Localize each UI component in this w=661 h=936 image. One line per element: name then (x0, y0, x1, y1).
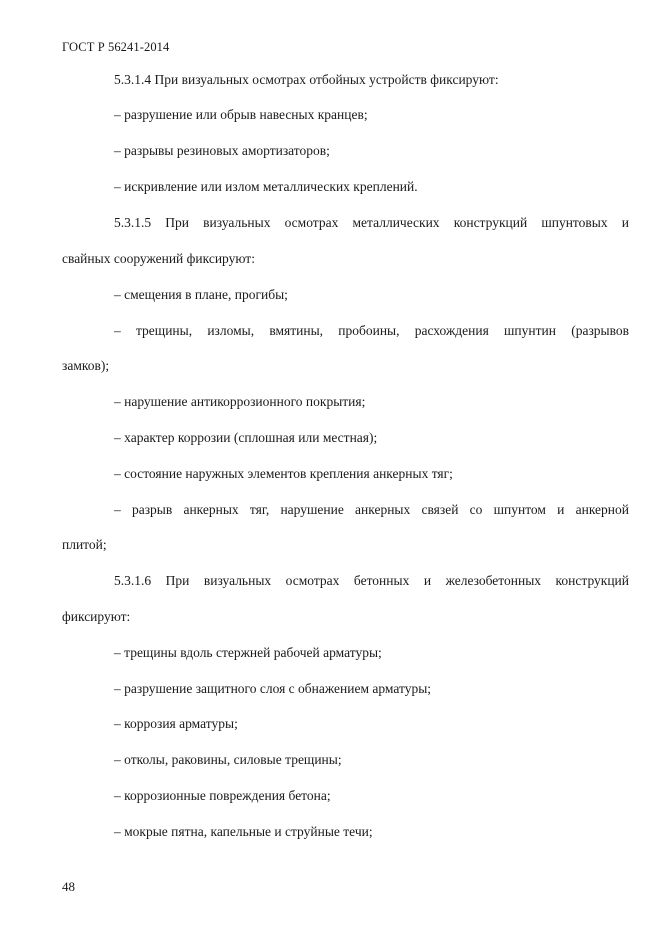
document-header: ГОСТ Р 56241-2014 (62, 40, 170, 54)
list-item: – трещины, изломы, вмятины, пробоины, расхождения шпунтин (разрывов (114, 323, 629, 338)
list-item: – смещения в плане, прогибы; (114, 287, 288, 302)
paragraph-continuation: замков); (62, 358, 110, 373)
list-item: – разрушение защитного слоя с обнажением арматуры; (114, 681, 432, 696)
page-number: 48 (62, 879, 75, 894)
list-item: – нарушение антикоррозионного покрытия; (114, 394, 366, 409)
paragraph-continuation: свайных сооружений фиксируют: (62, 251, 255, 266)
list-item: – мокрые пятна, капельные и струйные течи; (114, 824, 373, 839)
list-item: – разрыв анкерных тяг, нарушение анкерных связей со шпунтом и анкерной (114, 502, 629, 517)
list-item: – искривление или излом металлических креплений. (114, 179, 418, 194)
list-item: – разрывы резиновых амортизаторов; (114, 143, 330, 158)
section-5-3-1-6-heading: 5.3.1.6 При визуальных осмотрах бетонных и железобетонных конструкций (114, 573, 629, 588)
list-item: – разрушение или обрыв навесных кранцев; (114, 107, 368, 122)
list-item: – характер коррозии (сплошная или местная); (114, 430, 378, 445)
list-item: – состояние наружных элементов крепления анкерных тяг; (114, 466, 453, 481)
paragraph-continuation: плитой; (62, 537, 107, 552)
paragraph-continuation: фиксируют: (62, 609, 131, 624)
list-item: – отколы, раковины, силовые трещины; (114, 752, 342, 767)
list-item: – трещины вдоль стержней рабочей арматуры; (114, 645, 382, 660)
section-5-3-1-4-heading: 5.3.1.4 При визуальных осмотрах отбойных устройств фиксируют: (114, 72, 499, 87)
list-item: – коррозия арматуры; (114, 716, 238, 731)
list-item: – коррозионные повреждения бетона; (114, 788, 331, 803)
section-5-3-1-5-heading: 5.3.1.5 При визуальных осмотрах металлических конструкций шпунтовых и (114, 215, 629, 230)
